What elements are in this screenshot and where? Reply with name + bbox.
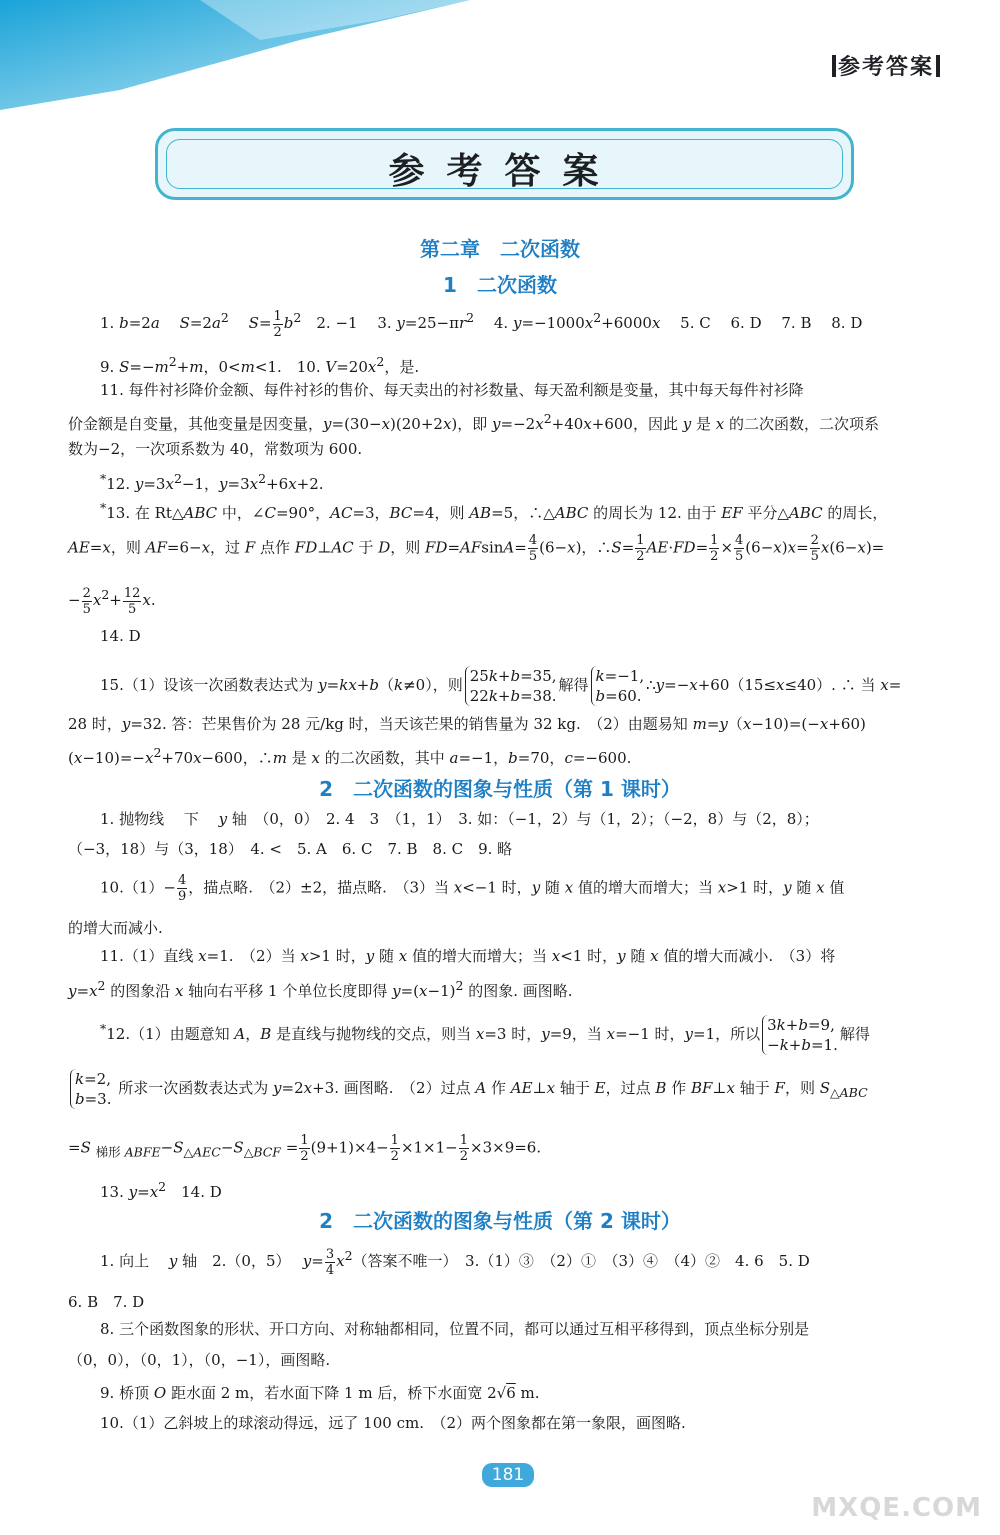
answer-line: 9. $S=-m^2+m$，0<m<1. 10. $V=20x^2$，是. bbox=[100, 354, 420, 376]
answer-line: 数为−2，一次项系数为 40，常数项为 600. bbox=[68, 440, 363, 458]
answer-line: 价金额是自变量，其他变量是因变量，y=(30−x)(20+2x)，即 $y=-2x^2+40x+600$，因此 y 是 x 的二次函数，二次项系 bbox=[68, 411, 880, 433]
answer-line: 10.（1）乙斜坡上的球滚动得远，远了 100 cm. （2）两个图象都在第一象限，画图略. bbox=[100, 1414, 686, 1432]
corner-decoration bbox=[0, 0, 470, 110]
answer-line: $(x-10)=-x^2+70x-600$，∴m 是 x 的二次函数，其中 a=−1，b=70，c=−600. bbox=[68, 745, 632, 767]
answer-line: （0，0），（0，1），（0，−1），画图略. bbox=[68, 1351, 331, 1369]
answer-line: 6. B 7. D bbox=[68, 1293, 145, 1311]
page-number: 181 bbox=[482, 1463, 534, 1487]
answer-line: 28 时，y=32. 答：芒果售价为 28 元/kg 时，当天该芒果的销售量为 32 kg. （2）由题易知 m=y（x−10)=(−x+60) bbox=[68, 715, 866, 733]
running-title: 参考答案 bbox=[837, 55, 934, 80]
answer-line: 11. 每件衬衫降价金额、每件衬衫的售价、每天卖出的衬衫数量、每天盈利额是变量，其中每天每件衬衫降 bbox=[100, 381, 804, 399]
watermark-logo: MXQE.COM bbox=[811, 1493, 982, 1523]
answer-line: 14. D bbox=[100, 627, 141, 645]
section-heading-2: 2 二次函数的图象与性质（第 1 课时） bbox=[319, 777, 681, 801]
section-heading-3: 2 二次函数的图象与性质（第 2 课时） bbox=[319, 1209, 681, 1233]
answer-line: 1. b=2a $S=2a^2$ S= $\frac{1}{2}$ $b^2$ 2. −1 3. $y=25-\pi r^2$ 4. $y=-1000x^2+6000x$ 5. C 6. D 7. B 8. D bbox=[100, 308, 863, 340]
running-header bbox=[830, 50, 942, 81]
answer-line: 1. 向上 y 轴 2.（0，5） y= $\frac{3}{4}$ $x^2$（答案不唯一） 3.（1）③ （2）① （3）④ （4）② 4. 6 5. D bbox=[100, 1246, 810, 1278]
answer-line: 的增大而减小. bbox=[68, 919, 163, 937]
answer-line: − $\frac{2}{5}$ $x^2+$ $\frac{12}{5}$ x. bbox=[68, 585, 156, 617]
main-title: 参考答案 bbox=[388, 151, 621, 192]
answer-line: 11.（1）直线 x=1. （2）当 x>1 时，y 随 x 值的增大而增大；当 x<1 时，y 随 x 值的增大而减小. （3）将 bbox=[100, 947, 836, 965]
answer-line: （−3，18）与（3，18） 4. < 5. A 6. C 7. B 8. C 9. 略 bbox=[68, 840, 513, 858]
answer-line: *12.（1）由题意知 A，B 是直线与抛物线的交点，则当 x=3 时，y=9，当 x=−1 时，y=1，所以 3k+b=9, −k+b=1. 解得 bbox=[100, 1016, 870, 1054]
section-heading-1: 1 二次函数 bbox=[443, 273, 557, 297]
answer-line: 10.（1）− $\frac{4}{9}$ ，描点略. （2）±2，描点略. （3）当 x<−1 时，y 随 x 值的增大而增大；当 x>1 时，y 随 x 值 bbox=[100, 873, 845, 904]
answer-line: *13. 在 Rt△ABC 中，∠C=90°，AC=3，BC=4，则 AB=5，∴△ABC 的周长为 12. 由于 EF 平分△ABC 的周长， bbox=[100, 500, 888, 522]
answer-line: =S $_{梯形 ABFE}-S_{\triangle AEC}-S_{\triangle BCF}$ = $\frac{1}{2}$ (9+1)×4− $\frac{1}{2}$ ×1×1− $\frac{1}{2}$ ×3×9=6. bbox=[68, 1133, 542, 1164]
answer-line: 13. $y=x^2$ 14. D bbox=[100, 1179, 222, 1201]
answer-line: $y=x^2$ 的图象沿 x 轴向右平移 1 个单位长度即得 $y=(x-1)^2$ 的图象. 画图略. bbox=[68, 978, 573, 1000]
answer-line: 8. 三个函数图象的形状、开口方向、对称轴都相同，位置不同，都可以通过互相平移得到，顶点坐标分别是 bbox=[100, 1320, 810, 1338]
answer-line: 9. 桥顶 O 距水面 2 m，若水面下降 1 m 后，桥下水面宽 2√6 m. bbox=[100, 1384, 540, 1402]
answer-line: k=2, b=3. 所求一次函数表达式为 y=2x+3. 画图略. （2）过点 A 作 AE⊥x 轴于 E，过点 B 作 BF⊥x 轴于 F，则 $S_{\triangle ABC}$ bbox=[68, 1069, 948, 1109]
answer-line: *12. $y=3x^2-1$，$y=3x^2+6x+2$. bbox=[100, 471, 324, 493]
answer-line: 15.（1）设该一次函数表达式为 y=kx+b（k≠0），则 25k+b=35, 22k+b=38. 解得 k=−1, b=60. ∴y=−x+60（15≤x≤40）. ∴ 当 x= bbox=[100, 667, 902, 705]
answer-line: AE=x，则 AF=6−x，过 F 点作 FD⊥AC 于 D，则 FD=AFsinA= $\frac{4}{5}$ (6−x)，∴S= $\frac{1}{2}$ AE·FD= $\frac{1}{2}$ × $\frac{4}{5}$ (6−x)x= $\frac{2}{5}$ x(6−x)= bbox=[68, 533, 885, 564]
title-box bbox=[155, 128, 854, 200]
chapter-heading: 第二章 二次函数 bbox=[420, 237, 580, 261]
answer-line: 1. 抛物线 下 y 轴 （0，0） 2. 4 3 （1，1） 3. 如：（−1，2）与（1，2）；（−2，8）与（2，8）； bbox=[100, 810, 819, 828]
